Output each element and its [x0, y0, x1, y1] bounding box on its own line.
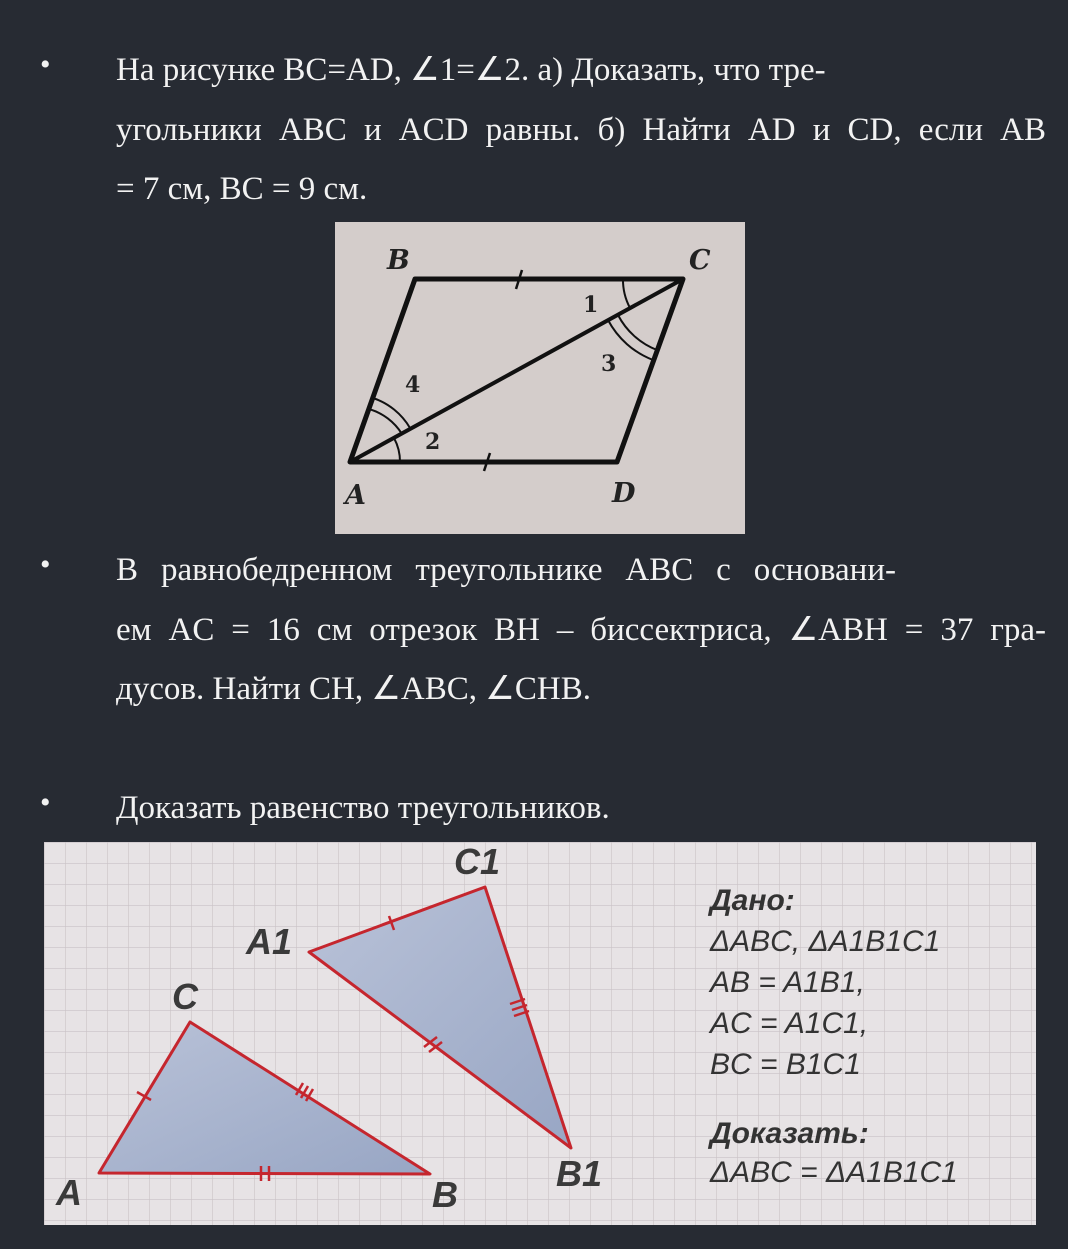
given-line-2: AB = A1B1, [710, 966, 865, 999]
problem-1-line-2: угольники ABC и ACD равны. б) Найти AD и CD, если AB [116, 111, 1046, 148]
label-vertex-c: C [689, 245, 711, 276]
label-angle-4: 4 [405, 372, 421, 398]
prove-title: Доказать: [710, 1117, 869, 1150]
label-angle-2: 2 [425, 429, 441, 455]
problem-2-line-1: В равнобедренном треугольнике ABC с основани- [116, 552, 896, 588]
label-vertex-b1: B1 [556, 1153, 603, 1194]
arc-angle-2 [394, 438, 400, 462]
diagonal-ac [350, 279, 683, 462]
bullet-3: • [40, 786, 51, 819]
bullet-2: • [40, 548, 51, 581]
label-vertex-c: C [172, 976, 198, 1017]
prove-line: ΔABC = ΔA1B1C1 [710, 1156, 958, 1189]
label-vertex-b: B [432, 1174, 458, 1215]
bullet-1: • [40, 48, 51, 81]
given-line-4: BC = B1C1 [710, 1048, 861, 1081]
label-vertex-a1: A1 [246, 921, 293, 962]
arc-angle-1 [623, 279, 630, 308]
figure-parallelogram [335, 222, 745, 534]
arc-angle-3-b [618, 315, 657, 350]
label-angle-1: 1 [583, 292, 599, 318]
problem-1-text [116, 41, 1046, 220]
given-line-3: AC = A1C1, [710, 1007, 869, 1040]
problem-2-line-3: дусов. Найти CH, ∠ABC, ∠CHB. [116, 671, 591, 707]
label-angle-3: 3 [601, 351, 617, 377]
problem-1-line-3: = 7 см, BC = 9 см. [116, 171, 368, 207]
label-vertex-a: A [345, 480, 366, 511]
given-line-1: ΔABC, ΔA1B1C1 [710, 925, 941, 958]
problem-2-line-2: ем AC = 16 см отрезок BH – биссектриса, ∠ABH = 37 гра- [116, 611, 1046, 648]
figure-two-triangles [44, 842, 1036, 1225]
given-title: Дано: [710, 884, 795, 917]
problem-3-line-1: Доказать равенство треугольников. [116, 790, 610, 826]
problem-3-text [116, 779, 1046, 839]
problem-1-line-1: На рисунке BC=AD, ∠1=∠2. а) Доказать, что тре- [116, 52, 826, 88]
label-vertex-b: B [387, 245, 410, 276]
label-vertex-c1: C1 [454, 842, 501, 882]
label-vertex-a: A [56, 1172, 82, 1213]
label-vertex-d: D [612, 478, 636, 509]
problem-2-text [116, 541, 1046, 720]
